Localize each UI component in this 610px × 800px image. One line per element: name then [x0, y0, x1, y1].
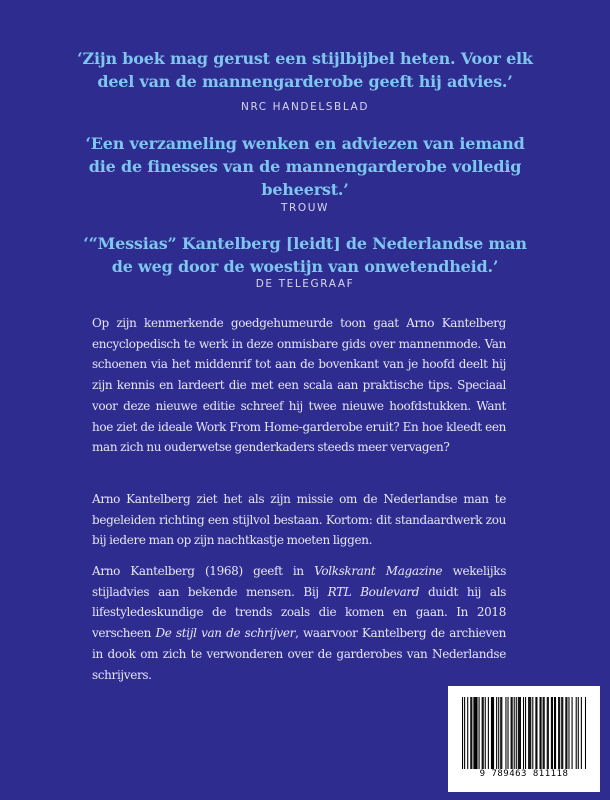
- barcode-bar: [462, 697, 463, 769]
- quote-line: beheerst.’: [261, 180, 349, 199]
- barcode-bar: [552, 697, 553, 769]
- barcode-bar: [491, 697, 492, 769]
- quote-source-trouw: TROUW: [280, 202, 330, 214]
- quote-line: die de finesses van de mannengarderobe volledig: [88, 157, 522, 176]
- quote-nrc: [60, 47, 550, 93]
- barcode-bar: [488, 697, 489, 769]
- barcode-bar: [519, 697, 520, 769]
- barcode-bar: [558, 697, 559, 769]
- isbn-barcode: [448, 686, 600, 792]
- barcode-bar: [475, 697, 476, 769]
- barcode-bar: [501, 697, 502, 769]
- barcode-bar: [581, 697, 582, 769]
- barcode-bar: [500, 697, 501, 769]
- barcode-bar: [559, 697, 560, 769]
- barcode-bar: [518, 697, 519, 769]
- barcode-bar: [540, 697, 541, 769]
- barcode-bar: [561, 697, 562, 769]
- barcode-bar: [498, 697, 499, 769]
- barcode-bar: [529, 697, 530, 769]
- barcode-bar: [523, 697, 524, 769]
- barcode-bar: [547, 697, 548, 769]
- barcode-bar: [544, 697, 545, 769]
- barcode-bar: [551, 697, 552, 769]
- barcode-bar: [496, 697, 497, 769]
- barcode-bar: [525, 697, 526, 769]
- quote-line: de weg door de woestijn van onwetendheid.’: [111, 257, 499, 276]
- barcode-bars: [462, 697, 586, 769]
- blurb-paragraph-1: Op zijn kenmerkende goedgehumeurde toon gaat Arno Kantelberg encyclopedisch te werk in deze onmisbare gids over mannenmode. Van schoenen via het middenrif tot aan de bovenkant van je hoofd deelt hij zijn kennis en lardeert die met een scala aan praktische tips. Speciaal voor deze nieuwe editie schreef hij twee nieuwe hoofdstukken. Want hoe ziet de ideale Work From Home-garderobe eruit? En hoe kleedt een man zich nu ouderwetse genderkaders steeds meer vervagen?: [92, 316, 506, 455]
- barcode-bar: [528, 697, 529, 769]
- barcode-bar: [476, 697, 477, 769]
- barcode-bar: [492, 697, 493, 769]
- barcode-bar: [541, 697, 542, 769]
- barcode-bar: [536, 697, 537, 769]
- quote-line: deel van de mannengarderobe geeft hij advies.’: [97, 72, 513, 91]
- quote-source-nrc: NRC HANDELSBLAD: [240, 101, 370, 113]
- barcode-bar: [578, 697, 579, 769]
- barcode-bar: [532, 697, 533, 769]
- barcode-bar: [520, 697, 521, 769]
- barcode-bar: [483, 697, 484, 769]
- barcode-bar: [507, 697, 508, 769]
- barcode-bar: [585, 697, 586, 769]
- quote-trouw: [60, 132, 550, 201]
- barcode-bar: [565, 697, 566, 769]
- author-bio-paragraph: Arno Kantelberg (1968) geeft in Volkskrant Magazine wekelijks stijladvies aan bekende mensen. Bij RTL Boulevard duidt hij als lifestyledeskundige de trends zoals die komen en gaan. In 2018 verscheen De stijl van de schrijver, waarvoor Kantelberg de archieven in dook om zich te verwonderen over de garderobes van Nederlandse schrijvers.: [92, 564, 507, 682]
- barcode-bar: [464, 697, 465, 769]
- quote-telegraaf: [60, 232, 550, 278]
- barcode-bar: [512, 697, 513, 769]
- barcode-bar: [530, 697, 531, 769]
- barcode-bar: [572, 697, 573, 769]
- quote-line: ‘Zijn boek mag gerust een stijlbijbel heten. Voor elk: [77, 49, 533, 68]
- quote-line: ‘Een verzameling wenken en adviezen van iemand: [85, 134, 525, 153]
- barcode-bar: [568, 697, 569, 769]
- isbn-number: 9 789463 811118: [479, 769, 569, 779]
- barcode-bar: [482, 697, 483, 769]
- barcode-bar: [576, 697, 577, 769]
- barcode-bar: [554, 697, 555, 769]
- barcode-bar: [467, 697, 468, 769]
- barcode-bar: [473, 697, 474, 769]
- barcode-bar: [474, 697, 475, 769]
- barcode-bar: [485, 697, 486, 769]
- book-title: De stijl van de schrijver: [155, 626, 296, 641]
- magazine-title: Volkskrant Magazine: [314, 564, 443, 578]
- barcode-bar: [479, 697, 480, 769]
- blurb-paragraph-2: Arno Kantelberg ziet het als zijn missie om de Nederlandse man te begeleiden richting een stijlvol bestaan. Kortom: dit standaardwerk zou bij iedere man op zijn nachtkastje moeten liggen.: [92, 492, 506, 548]
- barcode-bar: [514, 697, 515, 769]
- barcode-bar: [493, 697, 494, 769]
- quote-source-telegraaf: DE TELEGRAAF: [255, 278, 355, 290]
- barcode-bar: [511, 697, 512, 769]
- barcode-bar: [548, 697, 549, 769]
- barcode-bar: [543, 697, 544, 769]
- barcode-bar: [562, 697, 563, 769]
- barcode-bar: [470, 697, 471, 769]
- tv-show-title: RTL Boulevard: [327, 584, 420, 599]
- barcode-bar: [516, 697, 517, 769]
- barcode-bar: [566, 697, 567, 769]
- barcode-bar: [535, 697, 536, 769]
- quote-line: ‘“Messias” Kantelberg [leidt] de Nederlandse man: [83, 234, 527, 253]
- barcode-bar: [471, 697, 472, 769]
- barcode-bar: [555, 697, 556, 769]
- barcode-bar: [505, 697, 506, 769]
